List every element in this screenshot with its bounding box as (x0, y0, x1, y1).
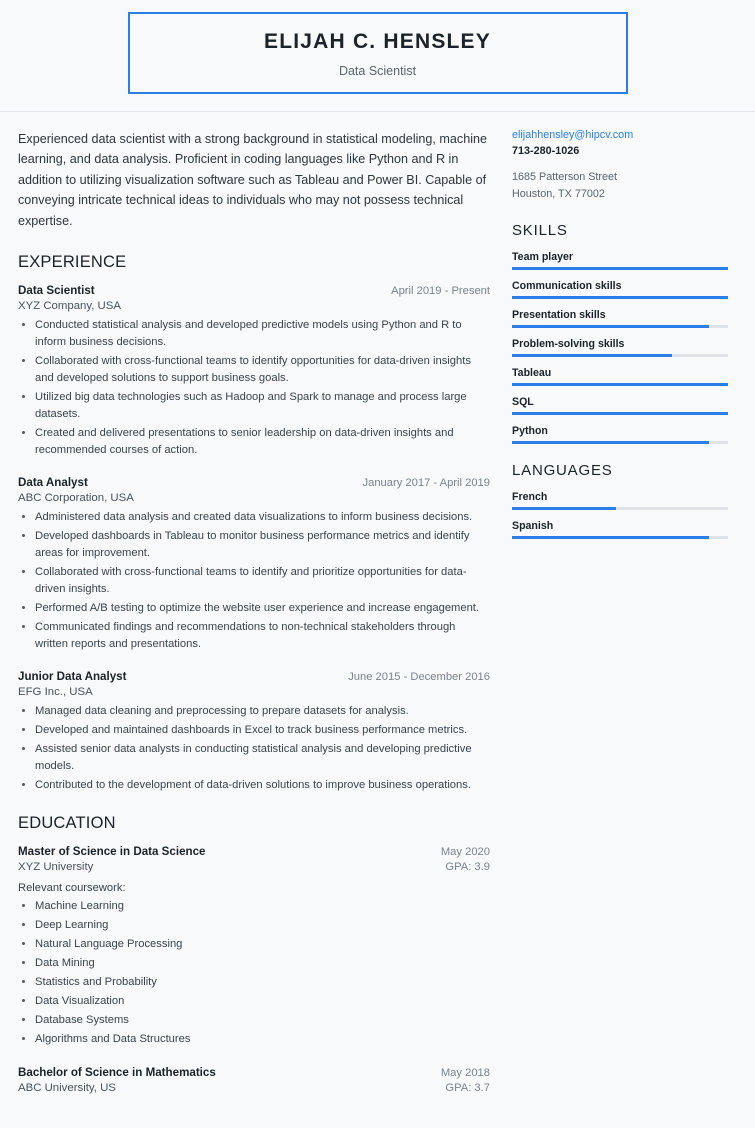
section-title-languages: LANGUAGES (512, 462, 613, 480)
email-link[interactable]: elijahhensley@hipcv.com (512, 129, 634, 141)
coursework-item: • Database Systems (35, 1012, 490, 1029)
skill-bar (512, 441, 728, 444)
skill-bar (512, 354, 728, 357)
education-school: ABC University, US (18, 1082, 116, 1095)
experience-item (18, 284, 490, 459)
experience-item-header (18, 476, 490, 489)
main-column (18, 129, 506, 1108)
coursework-item: • Data Visualization (35, 993, 490, 1010)
language-label: French (512, 491, 548, 504)
language-bar-fill (512, 536, 709, 539)
skill-label: Presentation skills (512, 309, 606, 322)
job-bullet: • Conducted statistical analysis and developed predictive models using Python and R to inform business decisions. (35, 317, 490, 351)
education-item-header (18, 1066, 490, 1079)
phone-number: 713-280-1026 (512, 145, 580, 157)
job-bullet: • Utilized big data technologies such as Hadoop and Spark to manage and process large datasets. (35, 389, 490, 423)
education-item (18, 1066, 490, 1094)
professional-summary: Experienced data scientist with a strong background in statistical modeling, machine learning, and data analysis. Proficient in coding languages like Python and R in addition to utilizing visualization software such as Tableau and Power BI. Capable of conveying intricate technical ideas to individuals who may not possess technical expertise. (18, 132, 488, 228)
skill-bar (512, 267, 728, 270)
skill-label: Python (512, 425, 548, 438)
skill-bar (512, 383, 728, 386)
skill-bar (512, 296, 728, 299)
skill-item (512, 367, 728, 386)
skill-bar-fill (512, 441, 709, 444)
section-title-experience: EXPERIENCE (18, 252, 127, 271)
job-bullet: • Created and delivered presentations to senior leadership on data-driven insights and recommended courses of action. (35, 425, 490, 459)
skill-bar-fill (512, 296, 728, 299)
coursework-item: • Data Mining (35, 955, 490, 972)
language-item (512, 520, 728, 539)
skill-bar-fill (512, 325, 709, 328)
experience-item (18, 670, 490, 794)
skill-bar (512, 412, 728, 415)
job-bullet: • Developed dashboards in Tableau to monitor business performance metrics and identify areas for improvement. (35, 528, 490, 562)
job-bullet: • Assisted senior data analysts in conducting statistical analysis and developing predictive models. (35, 741, 490, 775)
skill-label: SQL (512, 396, 534, 409)
address (512, 169, 728, 202)
job-bullets (18, 509, 490, 653)
skill-bar-fill (512, 383, 728, 386)
job-dates: January 2017 - April 2019 (362, 477, 490, 490)
skill-item (512, 425, 728, 444)
coursework-label: Relevant coursework: (18, 882, 126, 895)
skill-item (512, 338, 728, 357)
skill-bar-fill (512, 267, 728, 270)
education-gpa: GPA: 3.9 (445, 861, 490, 874)
experience-item (18, 476, 490, 653)
job-bullet: • Communicated findings and recommendations to non-technical stakeholders through written reports and presentations. (35, 619, 490, 653)
section-title-education: EDUCATION (18, 814, 116, 833)
language-bar (512, 536, 728, 539)
experience-item-header (18, 670, 490, 683)
experience-item-header (18, 284, 490, 297)
education-item-subheader (18, 1079, 490, 1094)
job-role: Data Analyst (18, 476, 88, 490)
language-item (512, 491, 728, 510)
section-title-skills: SKILLS (512, 222, 568, 240)
education-item-header (18, 845, 490, 858)
skill-item (512, 309, 728, 328)
header-box (128, 12, 628, 94)
job-bullet: • Managed data cleaning and preprocessing to prepare datasets for analysis. (35, 703, 490, 720)
language-bar (512, 507, 728, 510)
job-company: XYZ Company, USA (18, 299, 121, 312)
candidate-title: Data Scientist (338, 64, 417, 78)
coursework-list (18, 898, 490, 1048)
resume-body (0, 112, 755, 1128)
job-bullet: • Contributed to the development of data-driven solutions to improve business operations. (35, 777, 490, 794)
job-role: Junior Data Analyst (18, 670, 127, 684)
coursework-item: • Algorithms and Data Structures (35, 1031, 490, 1048)
candidate-name: ELIJAH C. HENSLEY (264, 30, 491, 53)
education-gpa: GPA: 3.7 (445, 1082, 490, 1095)
education-item (18, 845, 490, 1048)
job-company: EFG Inc., USA (18, 686, 93, 699)
skill-label: Communication skills (512, 280, 622, 293)
coursework-item: • Deep Learning (35, 917, 490, 934)
skill-label: Team player (512, 251, 574, 264)
coursework-item: • Natural Language Processing (35, 936, 490, 953)
job-bullet: • Administered data analysis and created data visualizations to inform business decisions. (35, 509, 490, 526)
address-city: Houston, TX 77002 (512, 187, 605, 200)
coursework-item: • Machine Learning (35, 898, 490, 915)
job-bullet: • Performed A/B testing to optimize the website user experience and increase engagement. (35, 600, 490, 617)
education-date: May 2020 (440, 846, 490, 859)
education-item-subheader (18, 858, 490, 873)
job-bullet: • Collaborated with cross-functional teams to identify opportunities for data-driven insights and developed solutions to support business goals. (35, 353, 490, 387)
job-bullet: • Collaborated with cross-functional teams to identify and prioritize opportunities for data-driven insights. (35, 564, 490, 598)
skill-item (512, 280, 728, 299)
language-bar-fill (512, 507, 616, 510)
education-school: XYZ University (18, 861, 94, 874)
skill-label: Problem-solving skills (512, 338, 625, 351)
skill-label: Tableau (512, 367, 552, 380)
job-dates: April 2019 - Present (391, 284, 490, 297)
sidebar (506, 129, 728, 549)
skill-bar (512, 325, 728, 328)
job-dates: June 2015 - December 2016 (348, 671, 490, 684)
address-street: 1685 Patterson Street (512, 171, 618, 183)
education-degree: Bachelor of Science in Mathematics (18, 1066, 216, 1080)
language-label: Spanish (512, 520, 554, 533)
job-bullet: • Developed and maintained dashboards in Excel to track business performance metrics. (35, 722, 490, 739)
coursework-item: • Statistics and Probability (35, 974, 490, 991)
education-degree: Master of Science in Data Science (18, 845, 206, 859)
education-date: May 2018 (440, 1067, 490, 1080)
job-role: Data Scientist (18, 283, 95, 297)
job-company: ABC Corporation, USA (18, 492, 134, 505)
skill-bar-fill (512, 412, 728, 415)
header (0, 0, 755, 94)
skill-item (512, 251, 728, 270)
skill-bar-fill (512, 354, 672, 357)
job-bullets (18, 317, 490, 459)
job-bullets (18, 703, 490, 794)
skill-item (512, 396, 728, 415)
